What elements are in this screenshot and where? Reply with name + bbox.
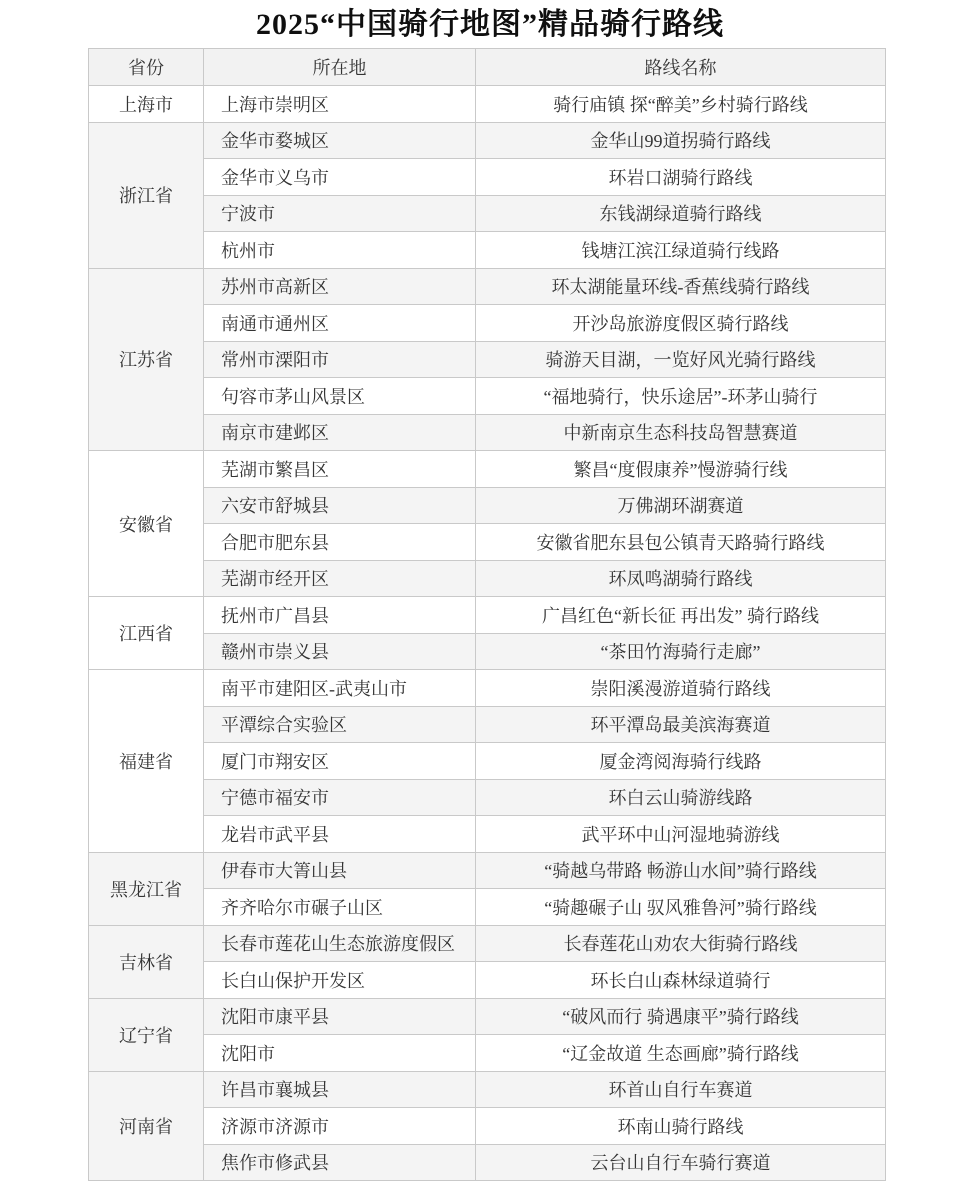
province-cell: 吉林省 xyxy=(89,925,204,998)
table-row xyxy=(89,195,886,232)
table-row xyxy=(89,1144,886,1181)
location-cell: 沈阳市康平县 xyxy=(204,998,476,1035)
location-cell: 金华市婺城区 xyxy=(204,122,476,159)
table-row xyxy=(89,816,886,853)
location-cell: 济源市济源市 xyxy=(204,1108,476,1145)
table-row xyxy=(89,378,886,415)
route-cell: 云台山自行车骑行赛道 xyxy=(476,1144,886,1181)
table-row xyxy=(89,560,886,597)
route-cell: “茶田竹海骑行走廊” xyxy=(476,633,886,670)
location-cell: 南京市建邺区 xyxy=(204,414,476,451)
route-cell: 东钱湖绿道骑行路线 xyxy=(476,195,886,232)
province-cell: 安徽省 xyxy=(89,451,204,597)
location-cell: 六安市舒城县 xyxy=(204,487,476,524)
route-cell: 环白云山骑游线路 xyxy=(476,779,886,816)
table-row xyxy=(89,998,886,1035)
table-row xyxy=(89,1108,886,1145)
location-cell: 沈阳市 xyxy=(204,1035,476,1072)
route-cell: 环太湖能量环线-香蕉线骑行路线 xyxy=(476,268,886,305)
route-cell: “辽金故道 生态画廊”骑行路线 xyxy=(476,1035,886,1072)
table-row xyxy=(89,487,886,524)
route-cell: 环平潭岛最美滨海赛道 xyxy=(476,706,886,743)
location-cell: 抚州市广昌县 xyxy=(204,597,476,634)
location-cell: 龙岩市武平县 xyxy=(204,816,476,853)
route-cell: 长春莲花山劝农大街骑行路线 xyxy=(476,925,886,962)
route-cell: 崇阳溪漫游道骑行路线 xyxy=(476,670,886,707)
route-cell: 武平环中山河湿地骑游线 xyxy=(476,816,886,853)
table-row xyxy=(89,86,886,123)
location-cell: 合肥市肥东县 xyxy=(204,524,476,561)
route-cell: 环岩口湖骑行路线 xyxy=(476,159,886,196)
header-location: 所在地 xyxy=(204,49,476,86)
route-cell: “骑趣碾子山 驭风雅鲁河”骑行路线 xyxy=(476,889,886,926)
table-row xyxy=(89,1035,886,1072)
table-row xyxy=(89,633,886,670)
route-cell: 环长白山森林绿道骑行 xyxy=(476,962,886,999)
location-cell: 平潭综合实验区 xyxy=(204,706,476,743)
location-cell: 常州市溧阳市 xyxy=(204,341,476,378)
route-cell: 环南山骑行路线 xyxy=(476,1108,886,1145)
location-cell: 芜湖市经开区 xyxy=(204,560,476,597)
route-cell: “骑越乌带路 畅游山水间”骑行路线 xyxy=(476,852,886,889)
table-row xyxy=(89,159,886,196)
table-row xyxy=(89,962,886,999)
province-cell: 辽宁省 xyxy=(89,998,204,1071)
table-row xyxy=(89,852,886,889)
location-cell: 长春市莲花山生态旅游度假区 xyxy=(204,925,476,962)
table-row xyxy=(89,268,886,305)
table-row xyxy=(89,597,886,634)
province-cell: 黑龙江省 xyxy=(89,852,204,925)
route-cell: 骑行庙镇 探“醉美”乡村骑行路线 xyxy=(476,86,886,123)
route-cell: 金华山99道拐骑行路线 xyxy=(476,122,886,159)
location-cell: 齐齐哈尔市碾子山区 xyxy=(204,889,476,926)
route-cell: 繁昌“度假康养”慢游骑行线 xyxy=(476,451,886,488)
header-province: 省份 xyxy=(89,49,204,86)
table-row xyxy=(89,122,886,159)
province-cell: 河南省 xyxy=(89,1071,204,1181)
table-row xyxy=(89,232,886,269)
page-title: 2025“中国骑行地图”精品骑行路线 xyxy=(256,8,724,41)
table-row xyxy=(89,743,886,780)
location-cell: 宁波市 xyxy=(204,195,476,232)
table-row xyxy=(89,670,886,707)
route-cell: 中新南京生态科技岛智慧赛道 xyxy=(476,414,886,451)
location-cell: 南平市建阳区-武夷山市 xyxy=(204,670,476,707)
route-cell: 开沙岛旅游度假区骑行路线 xyxy=(476,305,886,342)
province-cell: 江苏省 xyxy=(89,268,204,451)
routes-table xyxy=(88,48,886,1181)
location-cell: 伊春市大箐山县 xyxy=(204,852,476,889)
location-cell: 上海市崇明区 xyxy=(204,86,476,123)
table-row xyxy=(89,706,886,743)
location-cell: 赣州市崇义县 xyxy=(204,633,476,670)
province-cell: 浙江省 xyxy=(89,122,204,268)
location-cell: 句容市茅山风景区 xyxy=(204,378,476,415)
route-cell: 安徽省肥东县包公镇青天路骑行路线 xyxy=(476,524,886,561)
route-cell: 钱塘江滨江绿道骑行线路 xyxy=(476,232,886,269)
province-cell: 江西省 xyxy=(89,597,204,670)
location-cell: 金华市义乌市 xyxy=(204,159,476,196)
route-cell: 广昌红色“新长征 再出发” 骑行路线 xyxy=(476,597,886,634)
table-row xyxy=(89,779,886,816)
location-cell: 许昌市襄城县 xyxy=(204,1071,476,1108)
header-route: 路线名称 xyxy=(476,49,886,86)
location-cell: 长白山保护开发区 xyxy=(204,962,476,999)
location-cell: 宁德市福安市 xyxy=(204,779,476,816)
table-row xyxy=(89,889,886,926)
table-row xyxy=(89,524,886,561)
location-cell: 南通市通州区 xyxy=(204,305,476,342)
route-cell: “破风而行 骑遇康平”骑行路线 xyxy=(476,998,886,1035)
route-cell: “福地骑行，快乐途居”-环茅山骑行 xyxy=(476,378,886,415)
location-cell: 杭州市 xyxy=(204,232,476,269)
table-row xyxy=(89,414,886,451)
route-cell: 万佛湖环湖赛道 xyxy=(476,487,886,524)
header-row xyxy=(89,49,886,86)
location-cell: 芜湖市繁昌区 xyxy=(204,451,476,488)
route-cell: 环首山自行车赛道 xyxy=(476,1071,886,1108)
location-cell: 焦作市修武县 xyxy=(204,1144,476,1181)
route-cell: 骑游天目湖，一览好风光骑行路线 xyxy=(476,341,886,378)
table-row xyxy=(89,451,886,488)
province-cell: 福建省 xyxy=(89,670,204,853)
province-cell: 上海市 xyxy=(89,86,204,123)
table-row xyxy=(89,305,886,342)
location-cell: 厦门市翔安区 xyxy=(204,743,476,780)
route-cell: 厦金湾阅海骑行线路 xyxy=(476,743,886,780)
route-cell: 环凤鸣湖骑行路线 xyxy=(476,560,886,597)
table-row xyxy=(89,925,886,962)
location-cell: 苏州市高新区 xyxy=(204,268,476,305)
table-row xyxy=(89,1071,886,1108)
table-row xyxy=(89,341,886,378)
